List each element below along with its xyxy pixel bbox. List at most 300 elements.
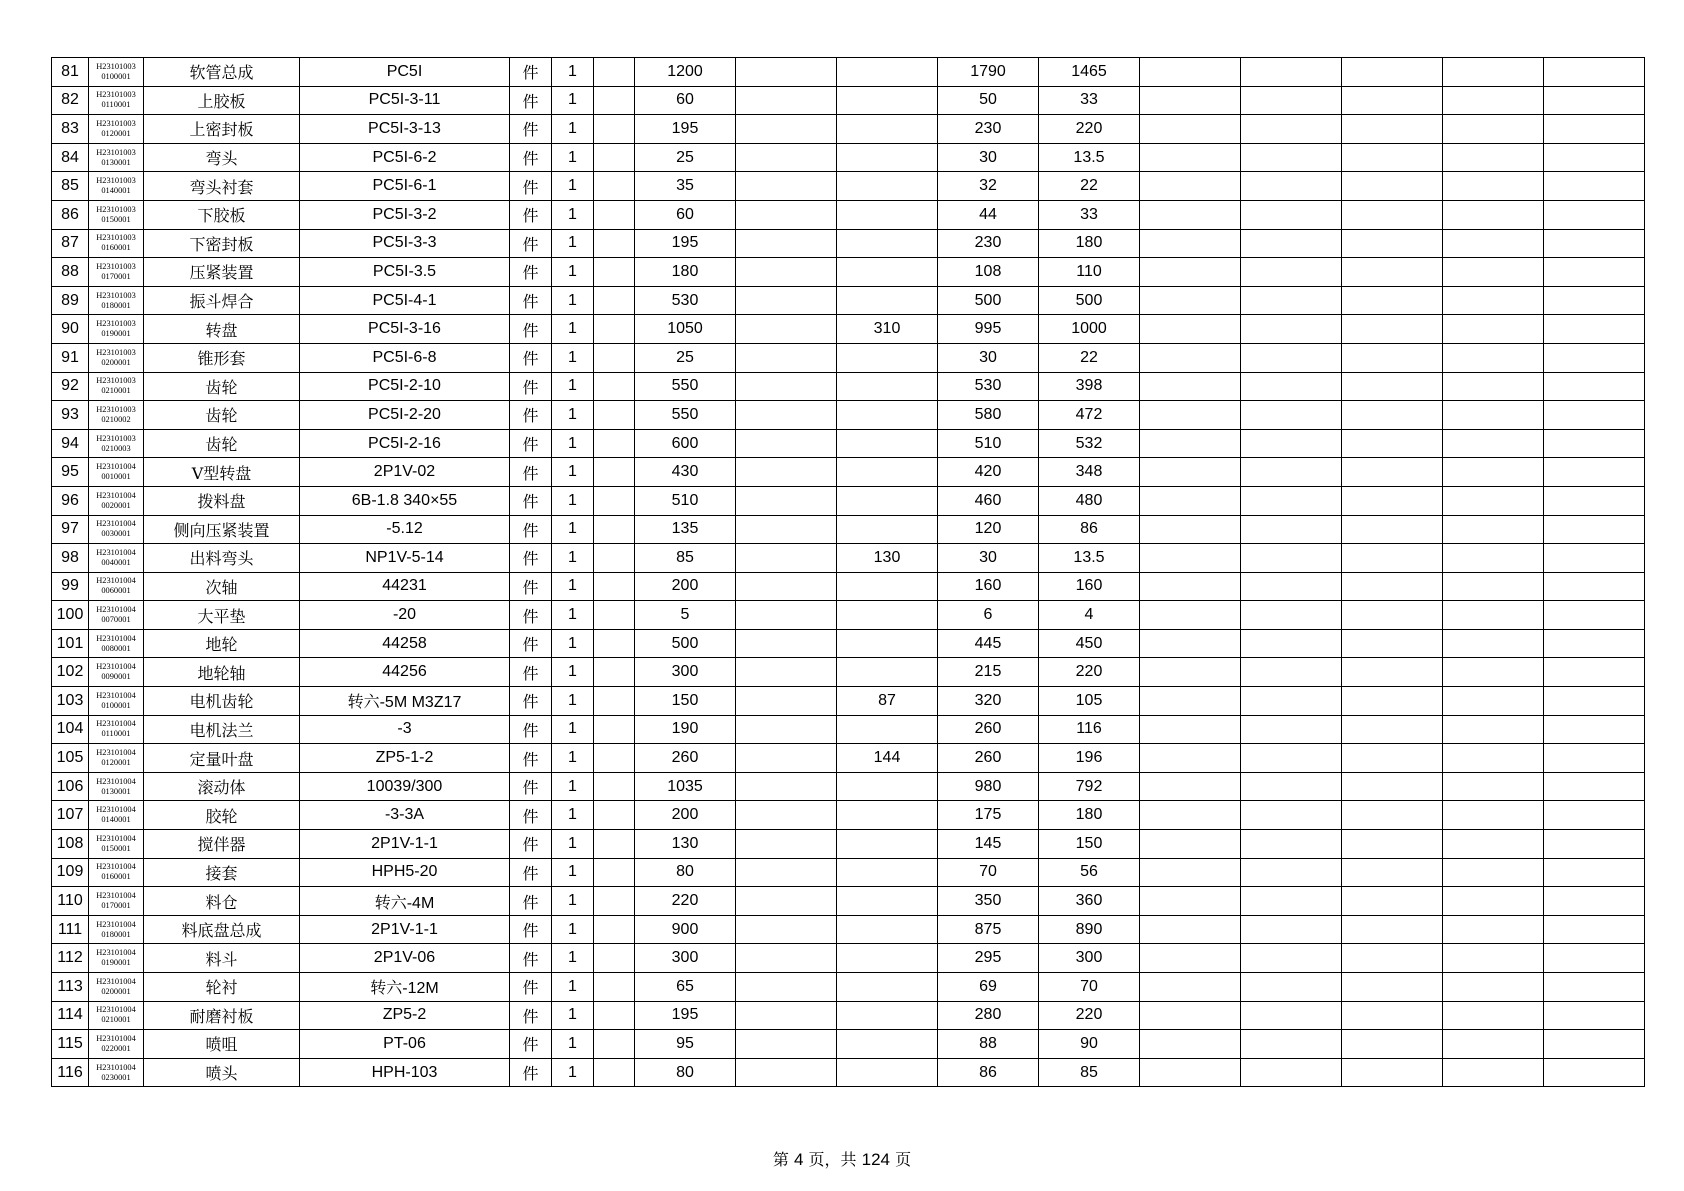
empty-cell bbox=[1241, 801, 1342, 830]
column-11-cell: 350 bbox=[938, 887, 1039, 916]
column-8-cell: 550 bbox=[635, 372, 736, 401]
table-row bbox=[52, 115, 1645, 144]
empty-cell bbox=[1544, 229, 1645, 258]
column-7-cell bbox=[594, 458, 635, 487]
item-code-cell bbox=[89, 572, 144, 601]
empty-cell bbox=[1241, 629, 1342, 658]
empty-cell bbox=[1241, 772, 1342, 801]
part-name-cell: 压紧装置 bbox=[144, 258, 300, 287]
quantity-cell: 1 bbox=[552, 687, 594, 716]
unit-cell: 件 bbox=[510, 1030, 552, 1059]
column-8-cell: 60 bbox=[635, 86, 736, 115]
empty-cell bbox=[1241, 229, 1342, 258]
column-12-cell: 180 bbox=[1039, 229, 1140, 258]
row-number-cell: 95 bbox=[52, 458, 89, 487]
empty-cell bbox=[1241, 658, 1342, 687]
quantity-cell: 1 bbox=[552, 830, 594, 859]
part-spec-cell: PC5I-3-11 bbox=[300, 86, 510, 115]
column-12-cell: 150 bbox=[1039, 830, 1140, 859]
empty-cell bbox=[1342, 1030, 1443, 1059]
part-name-cell: 料底盘总成 bbox=[144, 915, 300, 944]
empty-cell bbox=[1544, 629, 1645, 658]
column-9-cell bbox=[736, 258, 837, 287]
empty-cell bbox=[1342, 372, 1443, 401]
part-spec-cell: -3-3A bbox=[300, 801, 510, 830]
empty-cell bbox=[1140, 515, 1241, 544]
column-12-cell: 398 bbox=[1039, 372, 1140, 401]
empty-cell bbox=[1241, 372, 1342, 401]
row-number-cell: 102 bbox=[52, 658, 89, 687]
item-code-line-1: H23101004 bbox=[96, 547, 136, 557]
unit-cell: 件 bbox=[510, 343, 552, 372]
table-row bbox=[52, 687, 1645, 716]
item-code-cell bbox=[89, 200, 144, 229]
part-spec-cell: -20 bbox=[300, 601, 510, 630]
table-body bbox=[52, 58, 1645, 1087]
unit-cell: 件 bbox=[510, 86, 552, 115]
table-row bbox=[52, 887, 1645, 916]
empty-cell bbox=[1140, 687, 1241, 716]
column-7-cell bbox=[594, 143, 635, 172]
item-code-line-2: 0110001 bbox=[101, 100, 131, 110]
column-12-cell: 13.5 bbox=[1039, 143, 1140, 172]
column-8-cell: 195 bbox=[635, 115, 736, 144]
part-name-cell: 电机法兰 bbox=[144, 715, 300, 744]
column-7-cell bbox=[594, 572, 635, 601]
column-12-cell: 532 bbox=[1039, 429, 1140, 458]
item-code-cell bbox=[89, 172, 144, 201]
empty-cell bbox=[1443, 115, 1544, 144]
table-row bbox=[52, 258, 1645, 287]
part-name-cell: 齿轮 bbox=[144, 401, 300, 430]
unit-cell: 件 bbox=[510, 229, 552, 258]
quantity-cell: 1 bbox=[552, 86, 594, 115]
item-code-cell bbox=[89, 944, 144, 973]
column-7-cell bbox=[594, 229, 635, 258]
column-12-cell: 56 bbox=[1039, 858, 1140, 887]
table-row bbox=[52, 401, 1645, 430]
empty-cell bbox=[1443, 1030, 1544, 1059]
part-spec-cell: PC5I-2-20 bbox=[300, 401, 510, 430]
column-11-cell: 980 bbox=[938, 772, 1039, 801]
item-code-line-1: H23101003 bbox=[96, 319, 136, 329]
part-name-cell: 轮衬 bbox=[144, 973, 300, 1002]
column-7-cell bbox=[594, 973, 635, 1002]
empty-cell bbox=[1342, 401, 1443, 430]
column-9-cell bbox=[736, 658, 837, 687]
part-name-cell: 料斗 bbox=[144, 944, 300, 973]
table-row bbox=[52, 343, 1645, 372]
item-code-line-1: H23101004 bbox=[96, 776, 136, 786]
column-8-cell: 1050 bbox=[635, 315, 736, 344]
empty-cell bbox=[1140, 772, 1241, 801]
column-9-cell bbox=[736, 143, 837, 172]
item-code-line-2: 0100001 bbox=[101, 71, 131, 81]
row-number-cell: 107 bbox=[52, 801, 89, 830]
empty-cell bbox=[1241, 1030, 1342, 1059]
item-code-line-2: 0100001 bbox=[101, 700, 131, 710]
row-number-cell: 103 bbox=[52, 687, 89, 716]
empty-cell bbox=[1241, 944, 1342, 973]
column-10-cell bbox=[837, 629, 938, 658]
quantity-cell: 1 bbox=[552, 973, 594, 1002]
item-code-line-1: H23101004 bbox=[96, 1005, 136, 1015]
quantity-cell: 1 bbox=[552, 544, 594, 573]
table-row bbox=[52, 658, 1645, 687]
part-spec-cell: 转六-5M M3Z17 bbox=[300, 687, 510, 716]
item-code-line-2: 0170001 bbox=[101, 901, 131, 911]
column-8-cell: 25 bbox=[635, 143, 736, 172]
quantity-cell: 1 bbox=[552, 658, 594, 687]
item-code-line-2: 0200001 bbox=[101, 986, 131, 996]
empty-cell bbox=[1342, 715, 1443, 744]
column-10-cell bbox=[837, 115, 938, 144]
column-12-cell: 1000 bbox=[1039, 315, 1140, 344]
column-9-cell bbox=[736, 229, 837, 258]
empty-cell bbox=[1544, 458, 1645, 487]
column-12-cell: 4 bbox=[1039, 601, 1140, 630]
table-row bbox=[52, 544, 1645, 573]
empty-cell bbox=[1544, 86, 1645, 115]
column-10-cell bbox=[837, 429, 938, 458]
empty-cell bbox=[1544, 801, 1645, 830]
empty-cell bbox=[1241, 915, 1342, 944]
item-code-line-2: 0110001 bbox=[101, 729, 131, 739]
empty-cell bbox=[1443, 601, 1544, 630]
column-7-cell bbox=[594, 801, 635, 830]
empty-cell bbox=[1342, 1001, 1443, 1030]
column-12-cell: 220 bbox=[1039, 1001, 1140, 1030]
part-name-cell: 齿轮 bbox=[144, 372, 300, 401]
empty-cell bbox=[1241, 515, 1342, 544]
empty-cell bbox=[1140, 858, 1241, 887]
item-code-line-1: H23101003 bbox=[96, 433, 136, 443]
empty-cell bbox=[1443, 858, 1544, 887]
unit-cell: 件 bbox=[510, 801, 552, 830]
empty-cell bbox=[1342, 544, 1443, 573]
empty-cell bbox=[1443, 172, 1544, 201]
empty-cell bbox=[1241, 86, 1342, 115]
unit-cell: 件 bbox=[510, 315, 552, 344]
column-11-cell: 30 bbox=[938, 143, 1039, 172]
column-11-cell: 175 bbox=[938, 801, 1039, 830]
empty-cell bbox=[1443, 915, 1544, 944]
column-8-cell: 1035 bbox=[635, 772, 736, 801]
column-11-cell: 1790 bbox=[938, 58, 1039, 87]
column-12-cell: 105 bbox=[1039, 687, 1140, 716]
column-8-cell: 35 bbox=[635, 172, 736, 201]
item-code-line-2: 0060001 bbox=[101, 586, 131, 596]
item-code-line-1: H23101004 bbox=[96, 862, 136, 872]
column-9-cell bbox=[736, 830, 837, 859]
column-10-cell bbox=[837, 58, 938, 87]
unit-cell: 件 bbox=[510, 687, 552, 716]
column-10-cell bbox=[837, 830, 938, 859]
empty-cell bbox=[1544, 715, 1645, 744]
item-code-cell bbox=[89, 544, 144, 573]
unit-cell: 件 bbox=[510, 115, 552, 144]
item-code-cell bbox=[89, 401, 144, 430]
table-row bbox=[52, 1001, 1645, 1030]
item-code-line-2: 0210003 bbox=[101, 443, 131, 453]
quantity-cell: 1 bbox=[552, 115, 594, 144]
column-9-cell bbox=[736, 687, 837, 716]
empty-cell bbox=[1443, 887, 1544, 916]
row-number-cell: 84 bbox=[52, 143, 89, 172]
column-12-cell: 360 bbox=[1039, 887, 1140, 916]
empty-cell bbox=[1140, 1030, 1241, 1059]
empty-cell bbox=[1342, 343, 1443, 372]
item-code-line-2: 0080001 bbox=[101, 643, 131, 653]
row-number-cell: 85 bbox=[52, 172, 89, 201]
item-code-cell bbox=[89, 229, 144, 258]
column-8-cell: 80 bbox=[635, 858, 736, 887]
item-code-line-1: H23101004 bbox=[96, 605, 136, 615]
part-spec-cell: PC5I-4-1 bbox=[300, 286, 510, 315]
column-11-cell: 32 bbox=[938, 172, 1039, 201]
item-code-cell bbox=[89, 658, 144, 687]
item-code-line-2: 0160001 bbox=[101, 243, 131, 253]
item-code-line-1: H23101004 bbox=[96, 748, 136, 758]
empty-cell bbox=[1443, 86, 1544, 115]
empty-cell bbox=[1241, 486, 1342, 515]
empty-cell bbox=[1241, 258, 1342, 287]
column-12-cell: 196 bbox=[1039, 744, 1140, 773]
empty-cell bbox=[1544, 601, 1645, 630]
empty-cell bbox=[1342, 86, 1443, 115]
column-8-cell: 135 bbox=[635, 515, 736, 544]
item-code-line-2: 0090001 bbox=[101, 672, 131, 682]
item-code-cell bbox=[89, 315, 144, 344]
row-number-cell: 87 bbox=[52, 229, 89, 258]
row-number-cell: 88 bbox=[52, 258, 89, 287]
empty-cell bbox=[1342, 572, 1443, 601]
column-10-cell bbox=[837, 200, 938, 229]
empty-cell bbox=[1443, 58, 1544, 87]
item-code-line-1: H23101003 bbox=[96, 204, 136, 214]
quantity-cell: 1 bbox=[552, 715, 594, 744]
part-name-cell: 转盘 bbox=[144, 315, 300, 344]
column-7-cell bbox=[594, 343, 635, 372]
item-code-line-1: H23101004 bbox=[96, 662, 136, 672]
table-row bbox=[52, 486, 1645, 515]
quantity-cell: 1 bbox=[552, 515, 594, 544]
empty-cell bbox=[1544, 429, 1645, 458]
footer-prefix: 第 bbox=[772, 1150, 789, 1169]
part-name-cell: 软管总成 bbox=[144, 58, 300, 87]
column-11-cell: 108 bbox=[938, 258, 1039, 287]
column-7-cell bbox=[594, 544, 635, 573]
item-code-cell bbox=[89, 601, 144, 630]
part-spec-cell: -3 bbox=[300, 715, 510, 744]
column-12-cell: 792 bbox=[1039, 772, 1140, 801]
part-name-cell: 喷咀 bbox=[144, 1030, 300, 1059]
empty-cell bbox=[1544, 486, 1645, 515]
empty-cell bbox=[1443, 715, 1544, 744]
empty-cell bbox=[1241, 830, 1342, 859]
column-9-cell bbox=[736, 915, 837, 944]
quantity-cell: 1 bbox=[552, 629, 594, 658]
table-row bbox=[52, 830, 1645, 859]
column-8-cell: 500 bbox=[635, 629, 736, 658]
row-number-cell: 89 bbox=[52, 286, 89, 315]
part-spec-cell: 2P1V-02 bbox=[300, 458, 510, 487]
part-name-cell: 料仓 bbox=[144, 887, 300, 916]
item-code-line-2: 0070001 bbox=[101, 615, 131, 625]
empty-cell bbox=[1342, 772, 1443, 801]
empty-cell bbox=[1140, 601, 1241, 630]
column-8-cell: 95 bbox=[635, 1030, 736, 1059]
item-code-cell bbox=[89, 372, 144, 401]
column-9-cell bbox=[736, 486, 837, 515]
column-7-cell bbox=[594, 1001, 635, 1030]
column-11-cell: 230 bbox=[938, 115, 1039, 144]
row-number-cell: 86 bbox=[52, 200, 89, 229]
table-row bbox=[52, 715, 1645, 744]
column-9-cell bbox=[736, 858, 837, 887]
empty-cell bbox=[1241, 858, 1342, 887]
empty-cell bbox=[1443, 200, 1544, 229]
column-8-cell: 220 bbox=[635, 887, 736, 916]
part-spec-cell: HPH-103 bbox=[300, 1058, 510, 1087]
item-code-line-2: 0180001 bbox=[101, 929, 131, 939]
empty-cell bbox=[1241, 401, 1342, 430]
empty-cell bbox=[1443, 372, 1544, 401]
part-spec-cell: PC5I-3-3 bbox=[300, 229, 510, 258]
table-row bbox=[52, 772, 1645, 801]
quantity-cell: 1 bbox=[552, 744, 594, 773]
column-10-cell bbox=[837, 172, 938, 201]
empty-cell bbox=[1140, 343, 1241, 372]
part-spec-cell: ZP5-1-2 bbox=[300, 744, 510, 773]
table-row bbox=[52, 458, 1645, 487]
row-number-cell: 115 bbox=[52, 1030, 89, 1059]
empty-cell bbox=[1544, 172, 1645, 201]
row-number-cell: 97 bbox=[52, 515, 89, 544]
empty-cell bbox=[1443, 429, 1544, 458]
item-code-cell bbox=[89, 258, 144, 287]
column-12-cell: 86 bbox=[1039, 515, 1140, 544]
column-9-cell bbox=[736, 515, 837, 544]
column-10-cell bbox=[837, 258, 938, 287]
table-row bbox=[52, 1058, 1645, 1087]
column-7-cell bbox=[594, 258, 635, 287]
empty-cell bbox=[1544, 658, 1645, 687]
part-name-cell: 定量叶盘 bbox=[144, 744, 300, 773]
column-12-cell: 500 bbox=[1039, 286, 1140, 315]
row-number-cell: 93 bbox=[52, 401, 89, 430]
part-name-cell: 大平垫 bbox=[144, 601, 300, 630]
empty-cell bbox=[1544, 944, 1645, 973]
column-11-cell: 460 bbox=[938, 486, 1039, 515]
item-code-cell bbox=[89, 858, 144, 887]
column-12-cell: 116 bbox=[1039, 715, 1140, 744]
empty-cell bbox=[1443, 629, 1544, 658]
empty-cell bbox=[1443, 544, 1544, 573]
quantity-cell: 1 bbox=[552, 343, 594, 372]
item-code-line-2: 0170001 bbox=[101, 271, 131, 281]
quantity-cell: 1 bbox=[552, 143, 594, 172]
column-11-cell: 120 bbox=[938, 515, 1039, 544]
row-number-cell: 98 bbox=[52, 544, 89, 573]
item-code-cell bbox=[89, 58, 144, 87]
empty-cell bbox=[1443, 229, 1544, 258]
column-7-cell bbox=[594, 286, 635, 315]
empty-cell bbox=[1544, 973, 1645, 1002]
empty-cell bbox=[1544, 115, 1645, 144]
empty-cell bbox=[1241, 601, 1342, 630]
column-7-cell bbox=[594, 715, 635, 744]
empty-cell bbox=[1140, 86, 1241, 115]
item-code-cell bbox=[89, 629, 144, 658]
column-10-cell bbox=[837, 973, 938, 1002]
empty-cell bbox=[1544, 858, 1645, 887]
column-7-cell bbox=[594, 887, 635, 916]
empty-cell bbox=[1241, 115, 1342, 144]
unit-cell: 件 bbox=[510, 58, 552, 87]
column-12-cell: 220 bbox=[1039, 115, 1140, 144]
column-10-cell bbox=[837, 658, 938, 687]
unit-cell: 件 bbox=[510, 915, 552, 944]
quantity-cell: 1 bbox=[552, 858, 594, 887]
item-code-line-2: 0030001 bbox=[101, 529, 131, 539]
empty-cell bbox=[1140, 629, 1241, 658]
part-spec-cell: NP1V-5-14 bbox=[300, 544, 510, 573]
item-code-line-2: 0210001 bbox=[101, 386, 131, 396]
column-10-cell bbox=[837, 915, 938, 944]
unit-cell: 件 bbox=[510, 601, 552, 630]
unit-cell: 件 bbox=[510, 744, 552, 773]
quantity-cell: 1 bbox=[552, 887, 594, 916]
part-name-cell: 弯头 bbox=[144, 143, 300, 172]
part-name-cell: 弯头衬套 bbox=[144, 172, 300, 201]
empty-cell bbox=[1140, 887, 1241, 916]
column-10-cell bbox=[837, 944, 938, 973]
table-row bbox=[52, 944, 1645, 973]
column-10-cell bbox=[837, 601, 938, 630]
column-7-cell bbox=[594, 401, 635, 430]
empty-cell bbox=[1544, 515, 1645, 544]
quantity-cell: 1 bbox=[552, 944, 594, 973]
empty-cell bbox=[1140, 372, 1241, 401]
empty-cell bbox=[1140, 429, 1241, 458]
column-8-cell: 60 bbox=[635, 200, 736, 229]
empty-cell bbox=[1443, 458, 1544, 487]
column-10-cell: 144 bbox=[837, 744, 938, 773]
item-code-line-1: H23101004 bbox=[96, 519, 136, 529]
column-9-cell bbox=[736, 200, 837, 229]
column-11-cell: 530 bbox=[938, 372, 1039, 401]
table-row bbox=[52, 915, 1645, 944]
table-row bbox=[52, 858, 1645, 887]
part-name-cell: V型转盘 bbox=[144, 458, 300, 487]
item-code-cell bbox=[89, 143, 144, 172]
item-code-line-2: 0120001 bbox=[101, 128, 131, 138]
empty-cell bbox=[1342, 744, 1443, 773]
column-8-cell: 550 bbox=[635, 401, 736, 430]
empty-cell bbox=[1544, 915, 1645, 944]
column-9-cell bbox=[736, 772, 837, 801]
empty-cell bbox=[1241, 887, 1342, 916]
unit-cell: 件 bbox=[510, 572, 552, 601]
unit-cell: 件 bbox=[510, 258, 552, 287]
unit-cell: 件 bbox=[510, 401, 552, 430]
item-code-line-1: H23101003 bbox=[96, 261, 136, 271]
empty-cell bbox=[1342, 658, 1443, 687]
empty-cell bbox=[1342, 629, 1443, 658]
item-code-line-2: 0210001 bbox=[101, 1015, 131, 1025]
empty-cell bbox=[1241, 58, 1342, 87]
